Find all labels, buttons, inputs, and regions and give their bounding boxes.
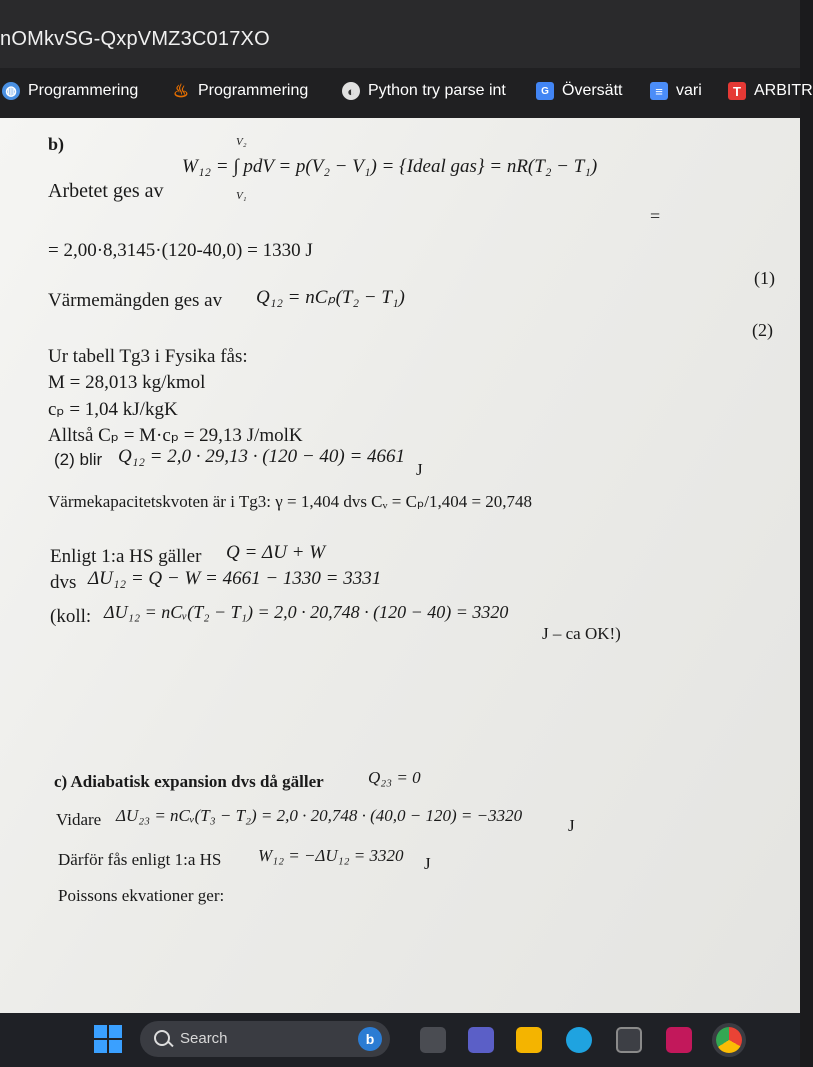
- first-law-label: Enligt 1:a HS gäller: [50, 546, 202, 567]
- poisson-line: Poissons ekvationer ger:: [58, 886, 225, 905]
- edge-icon[interactable]: [566, 1027, 592, 1053]
- dvs-label: dvs: [50, 572, 77, 593]
- delta-u-formula: ΔU₁₂ = Q − W = 4661 − 1330 = 3331: [88, 568, 382, 589]
- integral-upper-limit: V₂: [236, 136, 247, 148]
- bookmark-oversatt[interactable]: [536, 82, 622, 100]
- file-explorer-icon[interactable]: [516, 1027, 542, 1053]
- blir-unit: J: [416, 460, 423, 479]
- darfor-unit: J: [424, 854, 431, 873]
- windows-start-icon[interactable]: [94, 1025, 122, 1053]
- t-icon: T: [728, 82, 746, 100]
- blir-formula: Q₁₂ = 2,0 · 29,13 · (120 − 40) = 4661: [118, 446, 406, 467]
- work-formula: W₁₂ = ∫ pdV = p(V₂ − V₁) = {Ideal gas} = nR(T₂ − T₁): [182, 156, 598, 177]
- store-icon[interactable]: [616, 1027, 642, 1053]
- bookmark-vari[interactable]: [650, 82, 702, 100]
- bookmark-arbitr[interactable]: [728, 82, 813, 100]
- search-placeholder: Search: [180, 1030, 228, 1047]
- integral-lower-limit: V₁: [236, 190, 247, 202]
- first-law-formula: Q = ΔU + W: [226, 542, 326, 563]
- table-line: Ur tabell Tg3 i Fysika fås:: [48, 346, 248, 367]
- molar-mass-line: M = 28,013 kg/kmol: [48, 372, 206, 393]
- java-icon: ♨: [172, 80, 190, 101]
- heat-formula: Q₁₂ = nCₚ(T₂ − T₁): [256, 287, 405, 308]
- bookmark-python-try-parse-int[interactable]: [342, 82, 506, 100]
- vidare-formula: ΔU₂₃ = nCᵥ(T₃ − T₂) = 2,0 · 20,748 · (40,0 − 120) = −3320: [116, 806, 523, 825]
- cp-line: cₚ = 1,04 kJ/kgK: [48, 399, 178, 420]
- vidare-label: Vidare: [56, 810, 102, 829]
- koll-suffix: J – ca OK!): [542, 624, 621, 643]
- equation-1-label: (1): [754, 268, 775, 288]
- koll-formula: ΔU₁₂ = nCᵥ(T₂ − T₁) = 2,0 · 20,748 · (120 − 40) = 3320: [104, 602, 509, 622]
- heat-label: Värmemängden ges av: [48, 290, 223, 311]
- equation-2-label: (2): [752, 320, 773, 340]
- chrome-icon[interactable]: [716, 1027, 742, 1053]
- bookmark-programmering-1[interactable]: [2, 82, 138, 100]
- bookmark-label: Programmering: [198, 82, 309, 99]
- bookmark-label: Programmering: [28, 82, 139, 99]
- python-icon: ◐: [342, 82, 360, 100]
- bookmark-programmering-2[interactable]: [172, 82, 308, 100]
- darfor-formula: W₁₂ = −ΔU₁₂ = 3320: [258, 846, 404, 865]
- taskbar: [0, 1013, 800, 1067]
- vidare-unit: J: [568, 816, 575, 835]
- bing-icon[interactable]: b: [358, 1027, 382, 1051]
- bookmark-label: Python try parse int: [368, 82, 506, 99]
- taskbar-search-box[interactable]: [140, 1021, 390, 1057]
- c-formula: Q₂₃ = 0: [368, 768, 421, 787]
- equals-sign: =: [650, 206, 661, 226]
- Cp-line: Alltså Cₚ = M·cₚ = 29,13 J/molK: [48, 425, 303, 446]
- task-view-icon[interactable]: [420, 1027, 446, 1053]
- bookmarks-bar: [0, 68, 813, 120]
- translate-icon: G: [536, 82, 554, 100]
- work-calculation: = 2,00·8,3145·(120-40,0) = 1330 J: [48, 240, 313, 261]
- teams-icon[interactable]: [468, 1027, 494, 1053]
- globe-icon: ◍: [2, 82, 20, 100]
- gamma-line: Värmekapacitetskvoten är i Tg3: γ = 1,404 dvs Cᵥ = Cₚ/1,404 = 20,748: [48, 492, 533, 511]
- window-title: nOMkvSG-QxpVMZ3C017XO: [0, 28, 270, 50]
- bookmark-label: vari: [676, 82, 702, 99]
- window-titlebar: [0, 0, 800, 68]
- darfor-label: Därför fås enligt 1:a HS: [58, 850, 222, 869]
- c-text: c) Adiabatisk expansion dvs då gäller: [54, 772, 324, 791]
- bookmark-label: ARBITR: [754, 82, 813, 99]
- section-b-label: b): [48, 134, 65, 154]
- blir-prefix: (2) blir: [54, 450, 103, 469]
- document-page: [0, 118, 800, 1013]
- photos-icon[interactable]: [666, 1027, 692, 1053]
- search-icon: [154, 1030, 170, 1046]
- document-icon: ≡: [650, 82, 668, 100]
- bookmark-label: Översätt: [562, 82, 623, 99]
- arbetet-label: Arbetet ges av: [48, 180, 164, 202]
- koll-label: (koll:: [50, 606, 92, 627]
